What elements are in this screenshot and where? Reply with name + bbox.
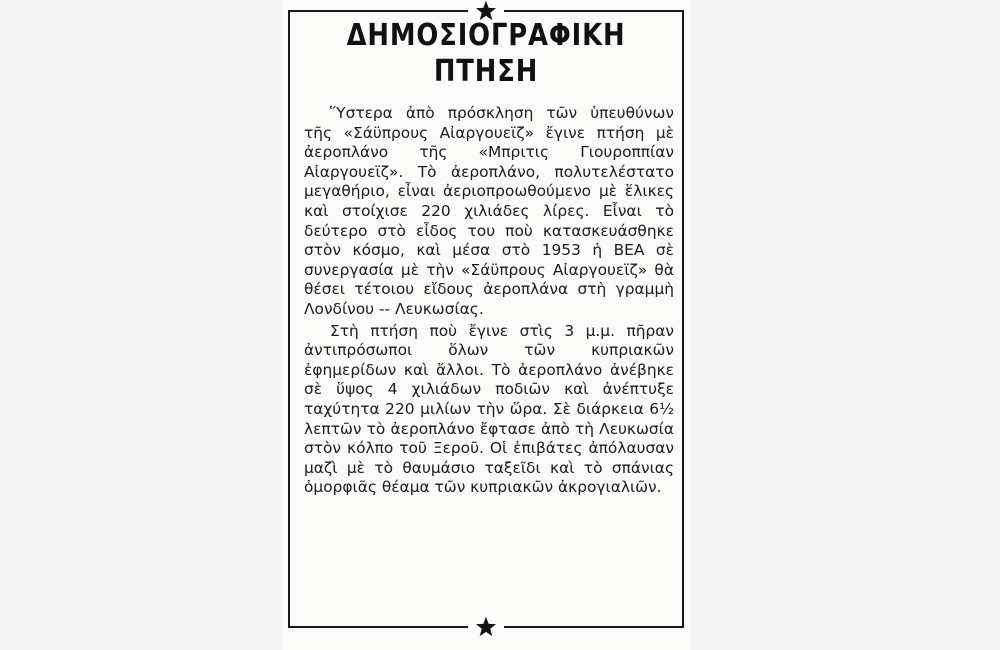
article-body	[304, 104, 674, 498]
newspaper-clipping	[282, 0, 690, 650]
border-rule-bottom-right	[504, 626, 684, 628]
star-icon	[475, 616, 497, 638]
headline-line-1: ΔΗΜΟΣΙΟΓΡΑΦΙΚΗ	[346, 18, 626, 53]
headline-line-2: ΠΤΗΣΗ	[433, 54, 539, 89]
border-rule-top-left	[288, 10, 468, 12]
border-rule-left	[288, 10, 290, 628]
paragraph-2: Στὴ πτήση ποὺ ἔγινε στὶς 3 μ.μ. πῆραν ἀντιπρόσωποι ὅλων τῶν κυπριακῶν ἐφημερίδων καὶ ἄλλοι. Τὸ ἀεροπλάνο ἀνέβηκε σὲ ὕψος 4 χιλιάδων ποδιῶν καὶ ἀνέπτυξε ταχύτητα 220 μιλίων τὴν ὥρα. Σὲ διάρκεια 6½ λεπτῶν τὸ ἀεροπλάνο ἔφτασε ἀπὸ τὴ Λευκωσία στὸν κόλπο τοῦ Ξεροῦ. Οἱ ἐπιβάτες ἀπόλαυσαν μαζὶ μὲ τὸ θαυμάσιο ταξεῖδι καὶ τὸ σπάνιας ὀμορφιᾶς θέαμα τῶν κυπριακῶν ἀκρογιαλιῶν.	[304, 321, 674, 497]
border-rule-top-right	[504, 10, 684, 12]
article-headline	[328, 18, 644, 90]
paragraph-1: Ὕστερα ἀπὸ πρόσκληση τῶν ὑπευθύνων τῆς «Σάϋπρους Αἰαργουεϊζ» ἔγινε πτήση μὲ ἀεροπλάνο τῆς «Μπριτις Γιουροππίαν Αἰαργουεϊζ». Τὸ ἀεροπλάνο, πολυτελέστατο μεγαθήριο, εἶναι ἀεριοπροωθούμενο μὲ ἕλικες καὶ στοίχισε 220 χιλιάδες λίρες. Εἶναι τὸ δεύτερο στὸ εἶδος του ποὺ κατασκευάσθηκε στὸν κόσμο, καὶ μέσα στὸ 1953 ἡ ΒΕΑ σὲ συνεργασία μὲ τὴν «Σάϋπρους Αἰαργουεϊζ» θὰ θέσει τέτοιου εἴδους ἀεροπλάνα στὴ γραμμὴ Λονδίνου -- Λευκωσίας.	[304, 104, 674, 318]
border-rule-right	[682, 10, 684, 628]
border-rule-bottom-left	[288, 626, 468, 628]
